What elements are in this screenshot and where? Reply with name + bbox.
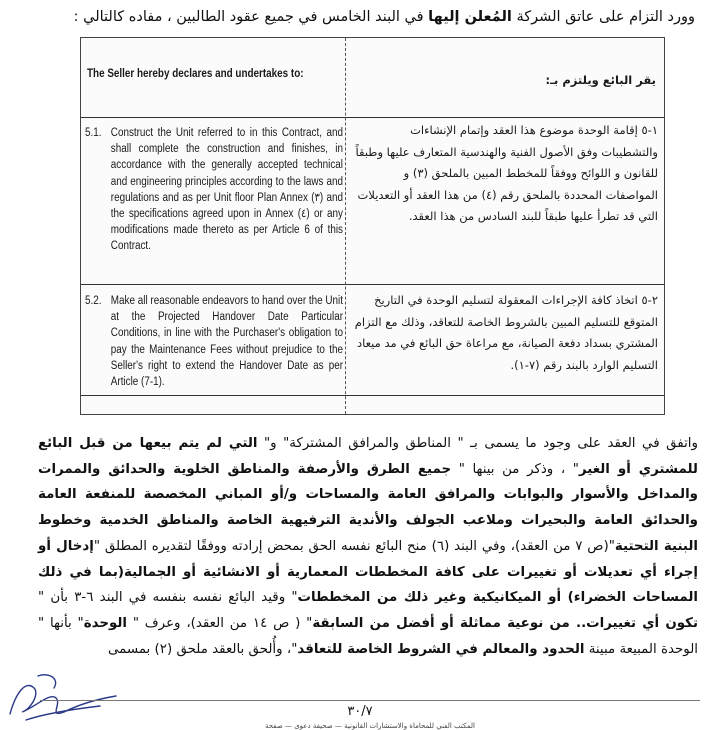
body-text: "(ص ٧ من العقد)، وفي البند (٦) منح البائع نفسه الحق بمحض إرادته ووفقًا لتقديره المطلق " xyxy=(93,538,615,554)
body-text: واتفق في العقد على وجود ما يسمى بـ " المناطق والمرافق المشتركة" و" xyxy=(257,436,698,451)
body-bold-text: الوحدة xyxy=(83,615,128,631)
clause-number: 5.2. xyxy=(85,295,102,307)
intro-company: المُعلن إليها xyxy=(428,9,512,25)
english-heading: The Seller hereby declares and undertakes to: xyxy=(87,68,304,80)
intro-prefix: وورد التزام على عاتق الشركة xyxy=(511,9,695,25)
arabic-clause-5-1: ١-٥ إقامة الوحدة موضوع هذا العقد وإتمام الإنشاءات والتشطيبات وفق الأصول الفنية والهندسية المتعارف عليها وطبقاً للقانون و اللوائح ووفقاً للمخطط المبين بالملحق (٣) و المواصفات المحددة بالملحق رقم (٤) من هذا العقد أو التعديلات التي قد تطرأ عليها طبقاً للبند السادس من هذا العقد. xyxy=(355,123,658,223)
row-divider xyxy=(81,284,664,285)
page-number: ٣٠/٧ xyxy=(347,704,373,719)
body-text: " وقيد البائع نفسه بنفسه في البند ٦-٣ بأن " xyxy=(38,590,298,606)
body-bold-text: التي لم يتم بيعها من قبل البائع للمشتري أو الغير xyxy=(38,436,698,477)
body-bold-text: إدخال أو إجراء أي تعديلات أو تغييرات على كافة المخططات المعمارية أو الانشائية أو الجمالية(بما في ذلك المساحات الخضراء) أو الميكانيكية وغير ذلك من المخططات xyxy=(38,538,698,606)
intro-paragraph xyxy=(40,6,695,28)
intro-suffix: في البند الخامس في جميع عقود الطالبين ، مفاده كالتالي : xyxy=(73,9,429,25)
english-clause-5-1 xyxy=(85,125,343,255)
body-text: " ، وذكر من بينها " xyxy=(451,461,579,477)
english-clause-5-2 xyxy=(85,293,343,390)
bottom-rule xyxy=(81,395,664,396)
body-bold-text: الحدود والمعالم في الشروط الخاصة للتعاقد xyxy=(297,641,585,657)
body-text: "، وأُلحق بالعقد ملحق (٢) بمسمى xyxy=(107,641,298,657)
footer-text: المكتب الفني للمحاماة والاستشارات القانونية — صحيفة دعوى — صفحة xyxy=(265,722,475,730)
body-text: " ( ص ١٤ من العقد)، وعرف " xyxy=(127,615,313,631)
arabic-heading: يقر البائع ويلتزم بـ: xyxy=(545,73,656,87)
contract-excerpt-scan xyxy=(80,37,665,415)
body-bold-text: جميع الطرق والأرصفة والمناطق الخلوية والحدائق والممرات والمداخل والأسوار والبوابات والمرافق العامة والمساحات و/أو المباني المخصصة للمنفعة العامة والحدائق العامة والبحيرات وملاعب الجولف والأندية الترفيهية الخاصة والمناطق الخدمية وخطوط البنية التحتية xyxy=(38,461,698,554)
header-rule xyxy=(81,117,664,118)
clause-number: 5.1. xyxy=(85,127,102,139)
body-bold-text: تكون أي تغييرات.. من نوعية مماثلة أو أفضل من السابقة xyxy=(312,615,698,631)
handwritten-signature xyxy=(4,662,124,726)
body-paragraph xyxy=(38,431,698,662)
footer-rule xyxy=(40,700,700,701)
arabic-clause-5-2: ٢-٥ اتخاذ كافة الإجراءات المعقولة لتسليم الوحدة في التاريخ المتوقع للتسليم المبين بالشروط الخاصة للتعاقد، وذلك مع التزام المشتري بسداد دفعة الصيانة، مع مراعاة حق البائع في مد ميعاد التسليم الوارد بالبند رقم (٧-١). xyxy=(354,293,658,372)
clause-text: Construct the Unit referred to in this Contract, and shall complete the construction and finishes, in accordance with the generally accepted technical and engineering principles according to the laws and regulations and as per Unit floor Plan Annex (٣) and the specifications agreed upon in Annex (٤) or any modifications made thereto as per Article 6 of this Contract. xyxy=(110,127,343,253)
column-divider xyxy=(345,38,346,414)
body-text: " بأنها " الوحدة المبيعة مبينة xyxy=(38,615,698,657)
clause-text: Make all reasonable endeavors to hand over the Unit at the Projected Handover Date Particular Conditions, in line with the Purchaser's obligation to pay the Maintenance Fees without prejudice to the Seller's right to extend the Handover Date as per Article (7-1). xyxy=(110,295,343,389)
